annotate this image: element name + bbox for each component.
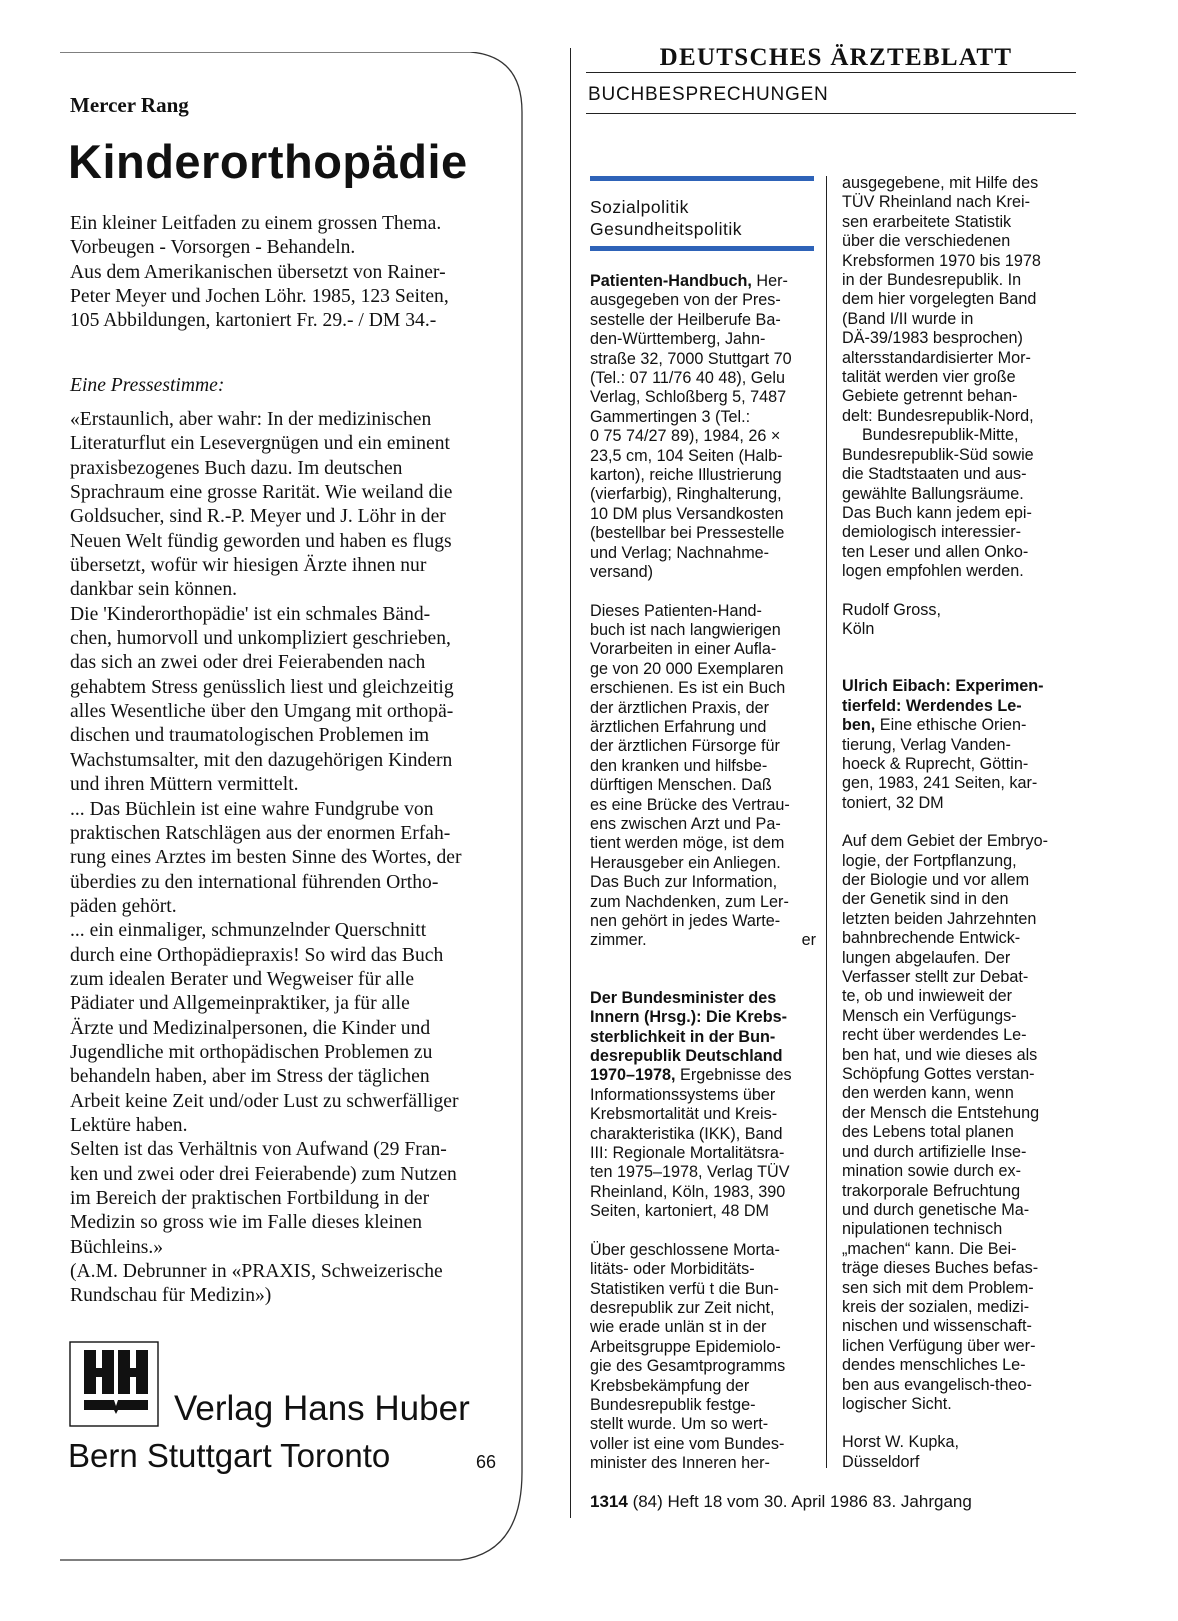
press-line: «Erstaunlich, aber wahr: In der medizinischen bbox=[70, 409, 432, 430]
review-line: erschienen. Es ist ein Buch bbox=[590, 679, 786, 698]
review-line: voller ist eine vom Bundes- bbox=[590, 1434, 785, 1453]
review-line: gie des Gesamtprogramms bbox=[590, 1357, 786, 1376]
reviewer-name: Rudolf Gross, bbox=[842, 600, 941, 619]
press-line: ... ein einmaliger, schmunzelnder Querschnitt bbox=[70, 920, 427, 942]
review-title-line bbox=[590, 1047, 816, 1066]
review-line: Über geschlossene Morta- bbox=[590, 1240, 780, 1259]
press-line: Sprachraum eine grosse Rarität. Wie weiland die bbox=[70, 482, 453, 504]
page-number: 1314 bbox=[590, 1492, 628, 1511]
review-line: in der Bundesrepublik. In bbox=[842, 271, 1022, 290]
review-line: TÜV Rheinland nach Krei- bbox=[842, 193, 1031, 212]
review-line-last bbox=[590, 931, 816, 950]
hans-huber-logo-icon bbox=[68, 1340, 161, 1430]
review-line: ge von 20 000 Exemplaren bbox=[590, 659, 784, 678]
review-line: Krebsmortalität und Kreis- bbox=[590, 1105, 778, 1124]
press-line: Medizin so gross wie im Falle dieses kleinen bbox=[70, 1212, 423, 1234]
review-line: (Tel.: 07 11/76 40 48), Gelu bbox=[590, 369, 785, 388]
review-line: den-Württemberg, Jahn- bbox=[590, 330, 766, 349]
review-title: Innern (Hrsg.): Die Krebs- bbox=[590, 1008, 787, 1027]
description-line: Vorbeugen - Vorsorgen - Behandeln. bbox=[70, 237, 356, 259]
review-line: den werden kann, wenn bbox=[842, 1084, 1014, 1103]
review-line: wie erade unlän st in der bbox=[590, 1318, 767, 1337]
review-line: der ärztlichen Fürsorge für bbox=[590, 737, 780, 756]
press-line: Literaturflut ein Lesevergnügen und ein eminent bbox=[70, 433, 450, 455]
review-line: ten Leser und allen Onko- bbox=[842, 542, 1029, 561]
review-line: Statistiken verfü t die Bun- bbox=[590, 1279, 779, 1298]
review-line: zimmer. bbox=[590, 931, 647, 950]
review-line: träge dieses Buches befas- bbox=[842, 1259, 1039, 1278]
review-title: 1970–1978, bbox=[590, 1066, 676, 1085]
press-line: Pädiater und Allgemeinpraktiker, ja für alle bbox=[70, 993, 410, 1015]
review-line: Seiten, kartoniert, 48 DM bbox=[590, 1202, 770, 1221]
review-line: delt: Bundesrepublik-Nord, bbox=[842, 406, 1034, 425]
review-line: toniert, 32 DM bbox=[842, 793, 944, 812]
review-line: dem hier vorgelegten Band bbox=[842, 290, 1037, 309]
review-line: Gebiete getrennt behan- bbox=[842, 387, 1018, 406]
category-bar-bottom bbox=[590, 246, 814, 251]
review-line: logen empfohlen werden. bbox=[842, 562, 1024, 581]
section-title: BUCHBESPRECHUNGEN bbox=[588, 84, 829, 105]
review-line: ens zwischen Arzt und Pa- bbox=[590, 814, 781, 833]
publisher-cities: Bern Stuttgart Toronto bbox=[68, 1437, 391, 1474]
section-rule bbox=[586, 113, 1076, 114]
review-line: ben aus evangelisch-theo- bbox=[842, 1375, 1032, 1394]
press-line: Wachstumsalter, mit den dazugehörigen Kindern bbox=[70, 749, 453, 771]
review-title: desrepublik Deutschland bbox=[590, 1047, 783, 1066]
book-title: Kinderorthopädie bbox=[68, 135, 468, 188]
review-line: talität werden vier große bbox=[842, 368, 1016, 387]
masthead-rule bbox=[586, 72, 1076, 73]
review-line: Das Buch kann jedem epi- bbox=[842, 503, 1032, 522]
column-divider bbox=[826, 176, 827, 1468]
press-line: ... Das Büchlein ist eine wahre Fundgrube von bbox=[70, 798, 434, 820]
reviewer-city: Köln bbox=[842, 619, 875, 638]
review-line: Herausgeber ein Anliegen. bbox=[590, 853, 781, 872]
review-title-line bbox=[590, 1008, 816, 1027]
review-line: (bestellbar bei Pressestelle bbox=[590, 524, 785, 543]
ad-code: 66 bbox=[476, 1452, 497, 1472]
review-line: 23,5 cm, 104 Seiten (Halb- bbox=[590, 446, 783, 465]
press-line: dischen und traumatologischen Problemen im bbox=[70, 725, 430, 747]
review-line: hoeck & Ruprecht, Göttin- bbox=[842, 754, 1029, 773]
press-line: zum idealen Berater und Wegweiser für alle bbox=[70, 968, 415, 990]
category-line: Sozialpolitik bbox=[590, 197, 689, 217]
review-line: ausgegebene, mit Hilfe des bbox=[842, 174, 1039, 192]
review-title-line bbox=[590, 989, 816, 1008]
review-line: straße 32, 7000 Stuttgart 70 bbox=[590, 349, 792, 368]
review-line: 10 DM plus Versandkosten bbox=[590, 504, 784, 523]
review-line: Gammertingen 3 (Tel.: bbox=[590, 407, 751, 426]
review-line: Verlag, Schloßberg 5, 7487 bbox=[590, 388, 787, 407]
review-line: sen sich mit dem Problem- bbox=[842, 1278, 1034, 1297]
review-line: logie, der Fortpflanzung, bbox=[842, 851, 1017, 870]
review-line: tient werden möge, ist dem bbox=[590, 834, 785, 853]
review-line: recht über werdendes Le- bbox=[842, 1026, 1027, 1045]
press-line: Neuen Welt fündig geworden und haben es flugs bbox=[70, 530, 452, 552]
book-description bbox=[70, 212, 520, 333]
review-line: und durch artifizielle Inse- bbox=[842, 1142, 1027, 1161]
description-line: Peter Meyer und Jochen Löhr. 1985, 123 Seiten, bbox=[70, 285, 449, 307]
press-line: das sich an zwei oder drei Feierabenden nach bbox=[70, 652, 426, 674]
review-line: DÄ-39/1983 besprochen) bbox=[842, 329, 1023, 348]
review-line: III: Regionale Mortalitätsra- bbox=[590, 1144, 785, 1163]
press-line: übersetzt, wofür wir hiesigen Ärzte ihnen nur bbox=[70, 555, 427, 577]
category-line: Gesundheitspolitik bbox=[590, 219, 742, 239]
review-line: lungen abgelaufen. Der bbox=[842, 948, 1011, 967]
review-line: lichen Verfügung über wer- bbox=[842, 1336, 1036, 1355]
review-line: (vierfarbig), Ringhalterung, bbox=[590, 485, 782, 504]
review-line: gewählte Ballungsräume. bbox=[842, 484, 1024, 503]
review-title-line bbox=[842, 677, 1074, 696]
review-line: Vorarbeiten in einer Aufla- bbox=[590, 640, 777, 659]
review-title: Ulrich Eibach: Experimen- bbox=[842, 677, 1044, 696]
press-line: alles Wesentliche über den Umgang mit orthopä- bbox=[70, 701, 454, 723]
review-line: Arbeitsgruppe Epidemiolo- bbox=[590, 1337, 781, 1356]
review-line: die Stadtstaaten und aus- bbox=[842, 465, 1027, 484]
press-line: päden gehört. bbox=[70, 895, 177, 917]
review-line: und durch genetische Ma- bbox=[842, 1200, 1030, 1219]
press-line: Goldsucher, sind R.-P. Meyer und J. Löhr in der bbox=[70, 506, 446, 528]
review-line: sestelle der Heilberufe Ba- bbox=[590, 310, 781, 329]
review-line: stellt wurde. Um so wert- bbox=[590, 1415, 769, 1434]
review-line: sen erarbeitete Statistik bbox=[842, 212, 1012, 231]
review-line: charakteristika (IKK), Band bbox=[590, 1124, 783, 1143]
review-line: es eine Brücke des Vertrau- bbox=[590, 795, 790, 814]
review-line: buch ist nach langwierigen bbox=[590, 620, 781, 639]
review-title: sterblichkeit in der Bun- bbox=[590, 1027, 776, 1046]
review-line: Bundesrepublik festge- bbox=[590, 1395, 756, 1414]
press-line: praxisbezogenes Buch dazu. Im deutschen bbox=[70, 457, 403, 479]
review-line: Bundesrepublik-Mitte, bbox=[862, 426, 1019, 445]
press-line: behandeln haben, aber im Stress der täglichen bbox=[70, 1066, 430, 1088]
review-line: desrepublik zur Zeit nicht, bbox=[590, 1298, 775, 1317]
review-line: „machen“ kann. Die Bei- bbox=[842, 1239, 1017, 1258]
review-line: karton), reiche Illustrierung bbox=[590, 466, 782, 485]
review-title-line bbox=[842, 697, 1074, 716]
review-line: und Verlag; Nachnahme- bbox=[590, 543, 770, 562]
press-line: Rundschau für Medizin») bbox=[70, 1285, 272, 1307]
masthead: DEUTSCHES ÄRZTEBLATT bbox=[659, 44, 1013, 71]
press-quote bbox=[70, 408, 525, 1309]
review-line: der ärztlichen Praxis, der bbox=[590, 698, 770, 717]
review-line: Dieses Patienten-Hand- bbox=[590, 601, 762, 620]
review-line: letzten beiden Jahrzehnten bbox=[842, 909, 1037, 928]
page-divider bbox=[570, 48, 571, 1518]
review-line: ben hat, und wie dieses als bbox=[842, 1045, 1038, 1064]
review-line: mination sowie durch ex- bbox=[842, 1162, 1022, 1181]
press-line: chen, humorvoll und unkompliziert geschrieben, bbox=[70, 628, 451, 650]
press-line: (A.M. Debrunner in «PRAXIS, Schweizerische bbox=[70, 1261, 443, 1283]
publisher-name: Verlag Hans Huber bbox=[174, 1389, 470, 1428]
issue-info: (84) Heft 18 vom 30. April 1986 83. Jahrgang bbox=[632, 1492, 972, 1511]
review-line: kreis der sozialen, medizi- bbox=[842, 1297, 1030, 1316]
review-line: der Mensch die Entstehung bbox=[842, 1103, 1040, 1122]
reviewer-city: Düsseldorf bbox=[842, 1452, 920, 1471]
press-line: Selten ist das Verhältnis von Aufwand (29 Fran- bbox=[70, 1139, 447, 1161]
press-line: Ärzte und Medizinalpersonen, die Kinder und bbox=[70, 1017, 431, 1039]
review-line: Das Buch zur Information, bbox=[590, 873, 778, 892]
review-line: Bundesrepublik-Süd sowie bbox=[842, 445, 1034, 464]
press-line: überdies zu den international führenden Ortho- bbox=[70, 871, 439, 893]
review-line: 0 75 74/27 89), 1984, 26 × bbox=[590, 427, 781, 446]
description-line: Aus dem Amerikanischen übersetzt von Rainer- bbox=[70, 261, 446, 283]
review-line: Schöpfung Gottes verstan- bbox=[842, 1065, 1035, 1084]
review-line: nischen und wissenschaft- bbox=[842, 1317, 1032, 1336]
review-line: altersstandardisierter Mor- bbox=[842, 348, 1031, 367]
review-heading-line bbox=[842, 716, 1074, 735]
press-line: gehabtem Stress genüsslich liest und gleichzeitig bbox=[70, 676, 454, 698]
review-signature: er bbox=[801, 931, 816, 950]
press-line: Die 'Kinderorthopädie' ist ein schmales Bänd- bbox=[70, 603, 431, 625]
review-line: dendes menschliches Le- bbox=[842, 1356, 1026, 1375]
page-footer bbox=[590, 1492, 972, 1512]
press-heading: Eine Pressestimme: bbox=[70, 375, 225, 396]
press-line: Jugendliche mit orthopädischen Problemen zu bbox=[70, 1041, 433, 1063]
reviewer-name: Horst W. Kupka, bbox=[842, 1433, 959, 1452]
review-title: tierfeld: Werdendes Le- bbox=[842, 696, 1022, 715]
review-text: Eine ethische Orien- bbox=[879, 716, 1027, 735]
column-2 bbox=[842, 174, 1074, 1472]
review-line: minister des Inneren her- bbox=[590, 1454, 770, 1473]
review-line: logischer Sicht. bbox=[842, 1394, 952, 1413]
review-text: Ergebnisse des bbox=[680, 1066, 792, 1085]
review-line: der Biologie und vor allem bbox=[842, 871, 1030, 889]
review-heading-line bbox=[590, 272, 816, 291]
review-line: ten 1975–1978, Verlag TÜV bbox=[590, 1163, 790, 1182]
review-line: te, ob und inwieweit der bbox=[842, 987, 1013, 1006]
book-author: Mercer Rang bbox=[70, 93, 189, 117]
press-line: dankbar sein können. bbox=[70, 579, 238, 601]
press-line: und ihren Müttern vermittelt. bbox=[70, 774, 299, 796]
review-line: den kranken und hilfsbe- bbox=[590, 756, 768, 775]
review-line: nipulationen technisch bbox=[842, 1220, 1003, 1239]
review-line: zum Nachdenken, zum Ler- bbox=[590, 892, 789, 911]
review-line: (Band I/II wurde in bbox=[842, 309, 974, 328]
category-label bbox=[590, 196, 742, 240]
review-title-line bbox=[590, 1028, 816, 1047]
review-line: Rheinland, Köln, 1983, 390 bbox=[590, 1182, 786, 1201]
review-line: gen, 1983, 241 Seiten, kar- bbox=[842, 774, 1038, 793]
review-line: litäts- oder Morbiditäts- bbox=[590, 1260, 755, 1279]
description-line: Ein kleiner Leitfaden zu einem grossen Thema. bbox=[70, 213, 442, 234]
column-1 bbox=[590, 272, 816, 1474]
review-line: Krebsbekämpfung der bbox=[590, 1376, 750, 1395]
review-heading-line bbox=[590, 1066, 816, 1085]
review-text: Her- bbox=[756, 272, 788, 290]
review-line: über die verschiedenen bbox=[842, 232, 1011, 251]
category-bar-top bbox=[590, 176, 814, 181]
review-line: ausgegeben von der Pres- bbox=[590, 291, 781, 310]
review-line: der Genetik sind in den bbox=[842, 890, 1009, 909]
description-line: 105 Abbildungen, kartoniert Fr. 29.- / DM 34.- bbox=[70, 310, 437, 332]
review-line: Verfasser stellt zur Debat- bbox=[842, 968, 1029, 987]
review-line: Auf dem Gebiet der Embryo- bbox=[842, 832, 1049, 851]
review-title: ben, bbox=[842, 716, 876, 735]
review-line: Krebsformen 1970 bis 1978 bbox=[842, 251, 1041, 270]
review-line: versand) bbox=[590, 563, 653, 582]
review-title: Patienten-Handbuch, bbox=[590, 272, 752, 290]
review-line: dürftigen Menschen. Daß bbox=[590, 776, 772, 795]
press-line: im Bereich der praktischen Fortbildung in der bbox=[70, 1188, 430, 1209]
review-line: nen gehört in jedes Warte- bbox=[590, 912, 781, 930]
press-line: Lektüre haben. bbox=[70, 1114, 188, 1136]
review-line: demiologisch interessier- bbox=[842, 523, 1022, 542]
press-line: praktischen Ratschlägen aus der enormen Erfah- bbox=[70, 822, 451, 844]
press-line: durch eine Orthopädiepraxis! So wird das Buch bbox=[70, 944, 444, 966]
press-line: Arbeit keine Zeit und/oder Lust zu schwerfälliger bbox=[70, 1090, 459, 1112]
review-line: trakorporale Befruchtung bbox=[842, 1181, 1021, 1200]
press-line: rung eines Arztes im besten Sinne des Wortes, der bbox=[70, 847, 462, 869]
review-line: tierung, Verlag Vanden- bbox=[842, 735, 1011, 754]
review-line: ärztlichen Erfahrung und bbox=[590, 717, 767, 736]
review-title: Der Bundesminister des bbox=[590, 988, 777, 1007]
press-line: ken und zwei oder drei Feierabende) zum Nutzen bbox=[70, 1163, 457, 1185]
review-line: Mensch ein Verfügungs- bbox=[842, 1006, 1017, 1025]
review-line: des Lebens total planen bbox=[842, 1123, 1014, 1142]
review-line: Informationssystems über bbox=[590, 1085, 776, 1104]
review-line: bahnbrechende Entwick- bbox=[842, 929, 1021, 948]
press-line: Büchleins.» bbox=[70, 1236, 164, 1258]
